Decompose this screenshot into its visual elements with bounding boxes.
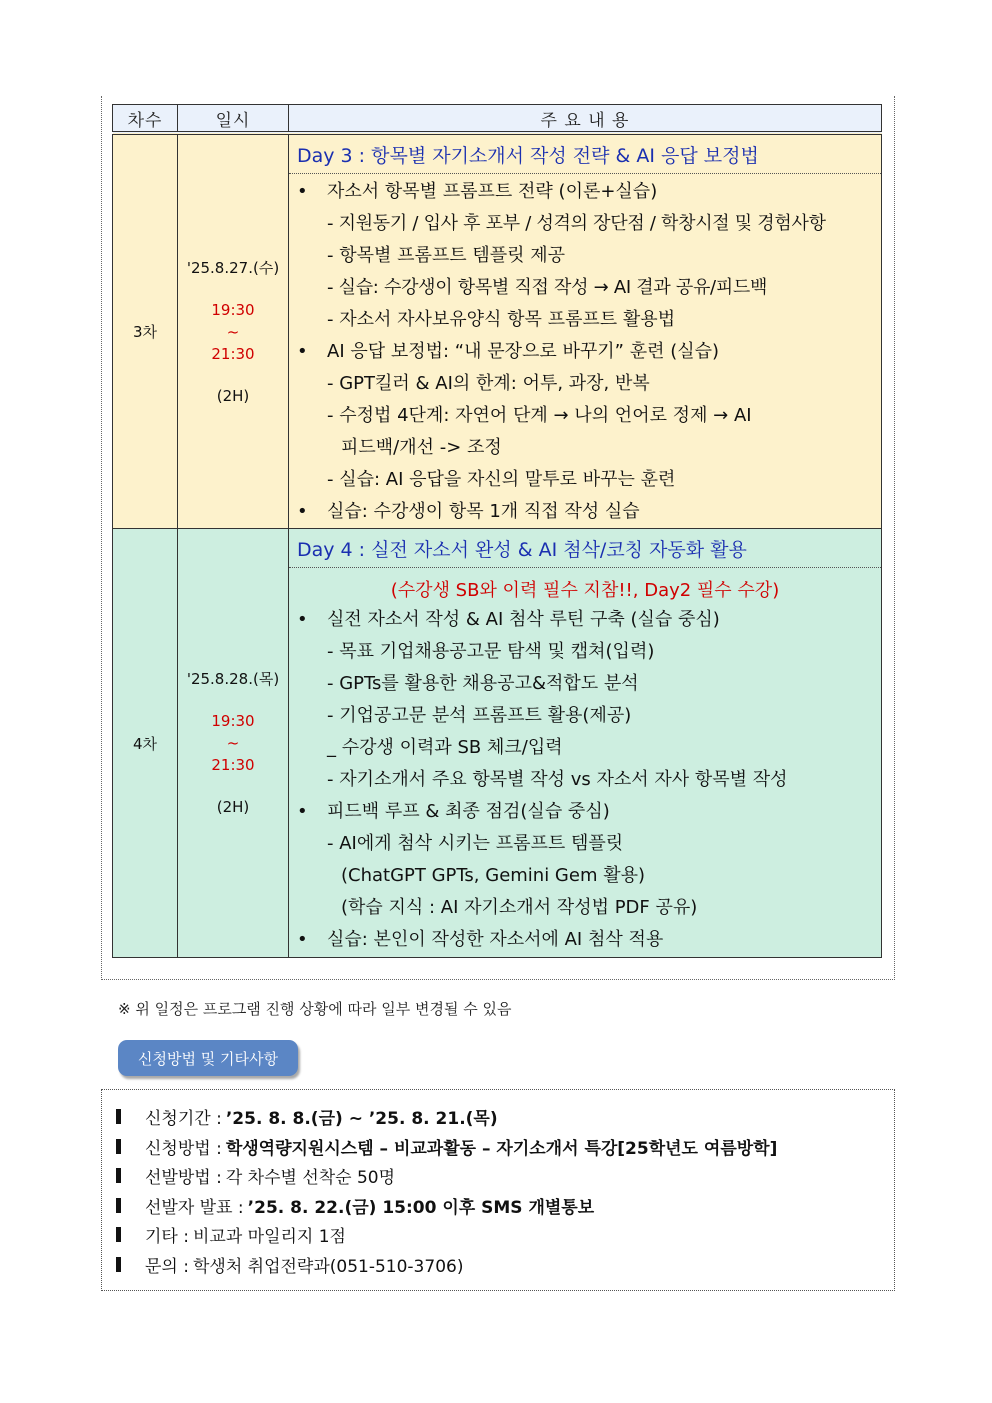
bullet-dot-icon: •: [297, 801, 308, 822]
item-text: - GPTs를 활용한 채용공고&적합도 분석: [327, 673, 639, 694]
item-text: - 수정법 4단계: 자연어 단계 → 나의 언어로 정제 → AI: [327, 405, 752, 426]
sub-item: [297, 368, 881, 400]
round-cell: 3차: [113, 133, 178, 529]
info-item: [116, 1161, 894, 1191]
info-item: [116, 1102, 894, 1132]
info-label: 기타 :: [145, 1227, 189, 1248]
info-value: 학생역량지원시스템 – 비교과활동 – 자기소개서 특강[25학년도 여름방학]: [225, 1138, 778, 1159]
sub-item: [297, 892, 881, 924]
sub-item: [297, 432, 881, 464]
table-row: [113, 133, 882, 529]
schedule-table: [112, 104, 882, 958]
sub-item: [297, 240, 881, 272]
session-time-sep: ~: [226, 322, 240, 341]
content-cell: [289, 529, 882, 958]
bullet-bar-icon: [116, 1198, 121, 1213]
bullet-item: [297, 924, 881, 956]
bullet-bar-icon: [116, 1139, 121, 1154]
datetime-cell: [178, 529, 289, 958]
sub-item: [297, 464, 881, 496]
datetime-cell: [178, 133, 289, 529]
table-row: [113, 529, 882, 958]
day-title: Day 4 : 실전 자소서 완성 & AI 첨삭/코칭 자동화 활용: [289, 529, 881, 568]
item-text: 실습: 수강생이 항목 1개 직접 작성 실습: [327, 501, 640, 522]
info-value: ’25. 8. 8.(금) ~ ’25. 8. 21.(목): [225, 1109, 498, 1130]
session-time-sep: ~: [226, 734, 240, 752]
item-text: - GPT킬러 & AI의 한계: 어투, 과장, 반복: [327, 373, 650, 394]
session-duration: (2H): [216, 386, 250, 405]
item-text: - 항목별 프롬프트 템플릿 제공: [327, 245, 566, 266]
bullet-bar-icon: [116, 1257, 121, 1272]
item-text: - 기업공고문 분석 프롬프트 활용(제공): [327, 705, 632, 726]
item-text: (학습 지식 : AI 자기소개서 작성법 PDF 공유): [341, 897, 698, 918]
bullet-item: [297, 604, 881, 636]
day-title: Day 3 : 항목별 자기소개서 작성 전략 & AI 응답 보정법: [289, 135, 881, 174]
bullet-bar-icon: [116, 1109, 121, 1124]
info-value: ’25. 8. 22.(금) 15:00 이후 SMS 개별통보: [247, 1197, 595, 1218]
header-content: 주 요 내 용: [289, 105, 882, 134]
item-text: AI 응답 보정법: “내 문장으로 바꾸기” 훈련 (실습): [327, 341, 720, 362]
item-text: - 자기소개서 주요 항목별 작성 vs 자소서 자사 항목별 작성: [327, 769, 788, 790]
info-item: [116, 1132, 894, 1162]
session-date: '25.8.28.(목): [186, 670, 280, 688]
notice-text: (수강생 SB와 이력 필수 지참!!, Day2 필수 수강): [390, 580, 780, 601]
item-text: 자소서 항목별 프롬프트 전략 (이론+실습): [327, 181, 658, 202]
item-text: - 실습: AI 응답을 자신의 말투로 바꾸는 훈련: [327, 469, 676, 490]
sub-item: [297, 668, 881, 700]
bullet-dot-icon: •: [297, 501, 308, 522]
bullet-item: [297, 336, 881, 368]
schedule-footnote: ※ 위 일정은 프로그램 진행 상황에 따라 일부 변경될 수 있음: [118, 1000, 512, 1018]
bullet-dot-icon: •: [297, 609, 308, 630]
header-round: 차수: [113, 105, 178, 134]
info-value: 비교과 마일리지 1점: [192, 1227, 346, 1248]
bullet-dot-icon: •: [297, 341, 308, 362]
item-text: 실전 자소서 작성 & AI 첨삭 루틴 구축 (실습 중심): [327, 609, 720, 630]
session-date: '25.8.27.(수): [186, 258, 280, 277]
session-time-start: 19:30: [211, 712, 255, 730]
info-label: 문의 :: [145, 1256, 189, 1277]
sub-item: [297, 400, 881, 432]
item-text: - 지원동기 / 입사 후 포부 / 성격의 장단점 / 학창시절 및 경험사항: [327, 213, 826, 234]
info-item: [116, 1220, 894, 1250]
content-cell: [289, 133, 882, 529]
header-date: 일시: [178, 105, 289, 134]
session-time-end: 21:30: [211, 756, 255, 774]
item-text: (ChatGPT GPTs, Gemini Gem 활용): [341, 865, 646, 886]
info-label: 신청기간 :: [145, 1109, 222, 1130]
info-item: [116, 1250, 894, 1280]
item-text: 실습: 본인이 작성한 자소서에 AI 첨삭 적용: [327, 929, 664, 950]
sub-item: [297, 860, 881, 892]
info-item: [116, 1191, 894, 1221]
session-time-end: 21:30: [211, 344, 255, 363]
info-value: 학생처 취업전략과(051-510-3706): [192, 1256, 464, 1277]
content-lines: [289, 174, 881, 528]
session-duration: (2H): [216, 798, 250, 816]
table-header-row: [113, 105, 882, 134]
bullet-item: [297, 176, 881, 208]
item-text: - 자소서 자사보유양식 항목 프롬프트 활용법: [327, 309, 676, 330]
item-text: - AI에게 첨삭 시키는 프롬프트 템플릿: [327, 833, 624, 854]
bullet-bar-icon: [116, 1168, 121, 1183]
sub-item: [297, 272, 881, 304]
info-label: 신청방법 :: [145, 1138, 222, 1159]
content-lines: [289, 602, 881, 956]
session-time-start: 19:30: [211, 300, 255, 319]
bullet-item: [297, 796, 881, 828]
bullet-dot-icon: •: [297, 181, 308, 202]
bullet-item: [297, 496, 881, 528]
bullet-bar-icon: [116, 1227, 121, 1242]
sub-item: [297, 636, 881, 668]
bullet-dot-icon: •: [297, 929, 308, 950]
info-label: 선발자 발표 :: [145, 1197, 244, 1218]
item-text: 피드백/개선 -> 조정: [341, 437, 502, 458]
sub-item: [297, 700, 881, 732]
item-text: 피드백 루프 & 최종 점검(실습 중심): [327, 801, 610, 822]
info-value: 각 차수별 선착순 50명: [225, 1168, 396, 1189]
sub-item: [297, 764, 881, 796]
item-text: - 목표 기업채용공고문 탐색 및 캡쳐(입력): [327, 641, 655, 662]
item-text: - 실습: 수강생이 항목별 직접 작성 → AI 결과 공유/피드백: [327, 277, 768, 298]
section-title-badge: 신청방법 및 기타사항: [118, 1040, 298, 1076]
sub-item: [297, 732, 881, 764]
sub-item: [297, 304, 881, 336]
sub-item: [297, 828, 881, 860]
item-text: _ 수강생 이력과 SB 체크/입력: [327, 737, 563, 758]
info-box: [101, 1089, 895, 1291]
sub-item: [297, 208, 881, 240]
round-cell: 4차: [113, 529, 178, 958]
info-label: 선발방법 :: [145, 1168, 222, 1189]
